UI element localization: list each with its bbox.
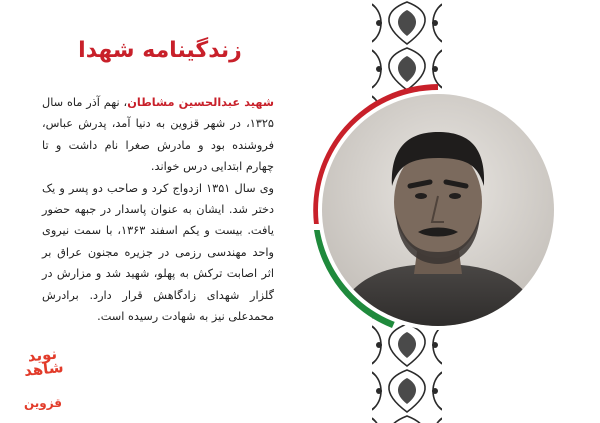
biography-paragraph-1 [42, 92, 274, 178]
navid-shahed-logo [14, 344, 72, 420]
biography-paragraph-2: وی سال ۱۳۵۱ ازدواج کرد و صاحب دو پسر و یک دختر شد. ایشان به عنوان پاسدار در جبهه حضور یافت. بیست و یکم اسفند ۱۳۶۳، با سمت نیروی واحد مهندسی رزمی در جزیره مجنون عراق بر اثر اصابت ترکش به پهلو، شهید شد و مزارش در گلزار شهدای زادگاهش قرار دارد. برادرش محمدعلی نیز به شهادت رسیده است. [42, 181, 274, 324]
logo-title: نوید شاهد [23, 344, 65, 380]
page-title: زندگینامه شهدا [78, 38, 242, 63]
biography-paragraph-1-text: ، نهم آذر ماه سال ۱۳۲۵، در شهر قزوین به دنیا آمد، پدرش عباس، فروشنده بود و مادرش صغرا نام داشت و تا چهارم ابتدایی درس خواند. [42, 96, 274, 174]
martyr-name: شهید عبدالحسین مشاطان [127, 96, 274, 109]
biography-text [42, 92, 274, 327]
logo-subtitle: قزوین [23, 396, 63, 410]
martyr-portrait [272, 74, 590, 350]
